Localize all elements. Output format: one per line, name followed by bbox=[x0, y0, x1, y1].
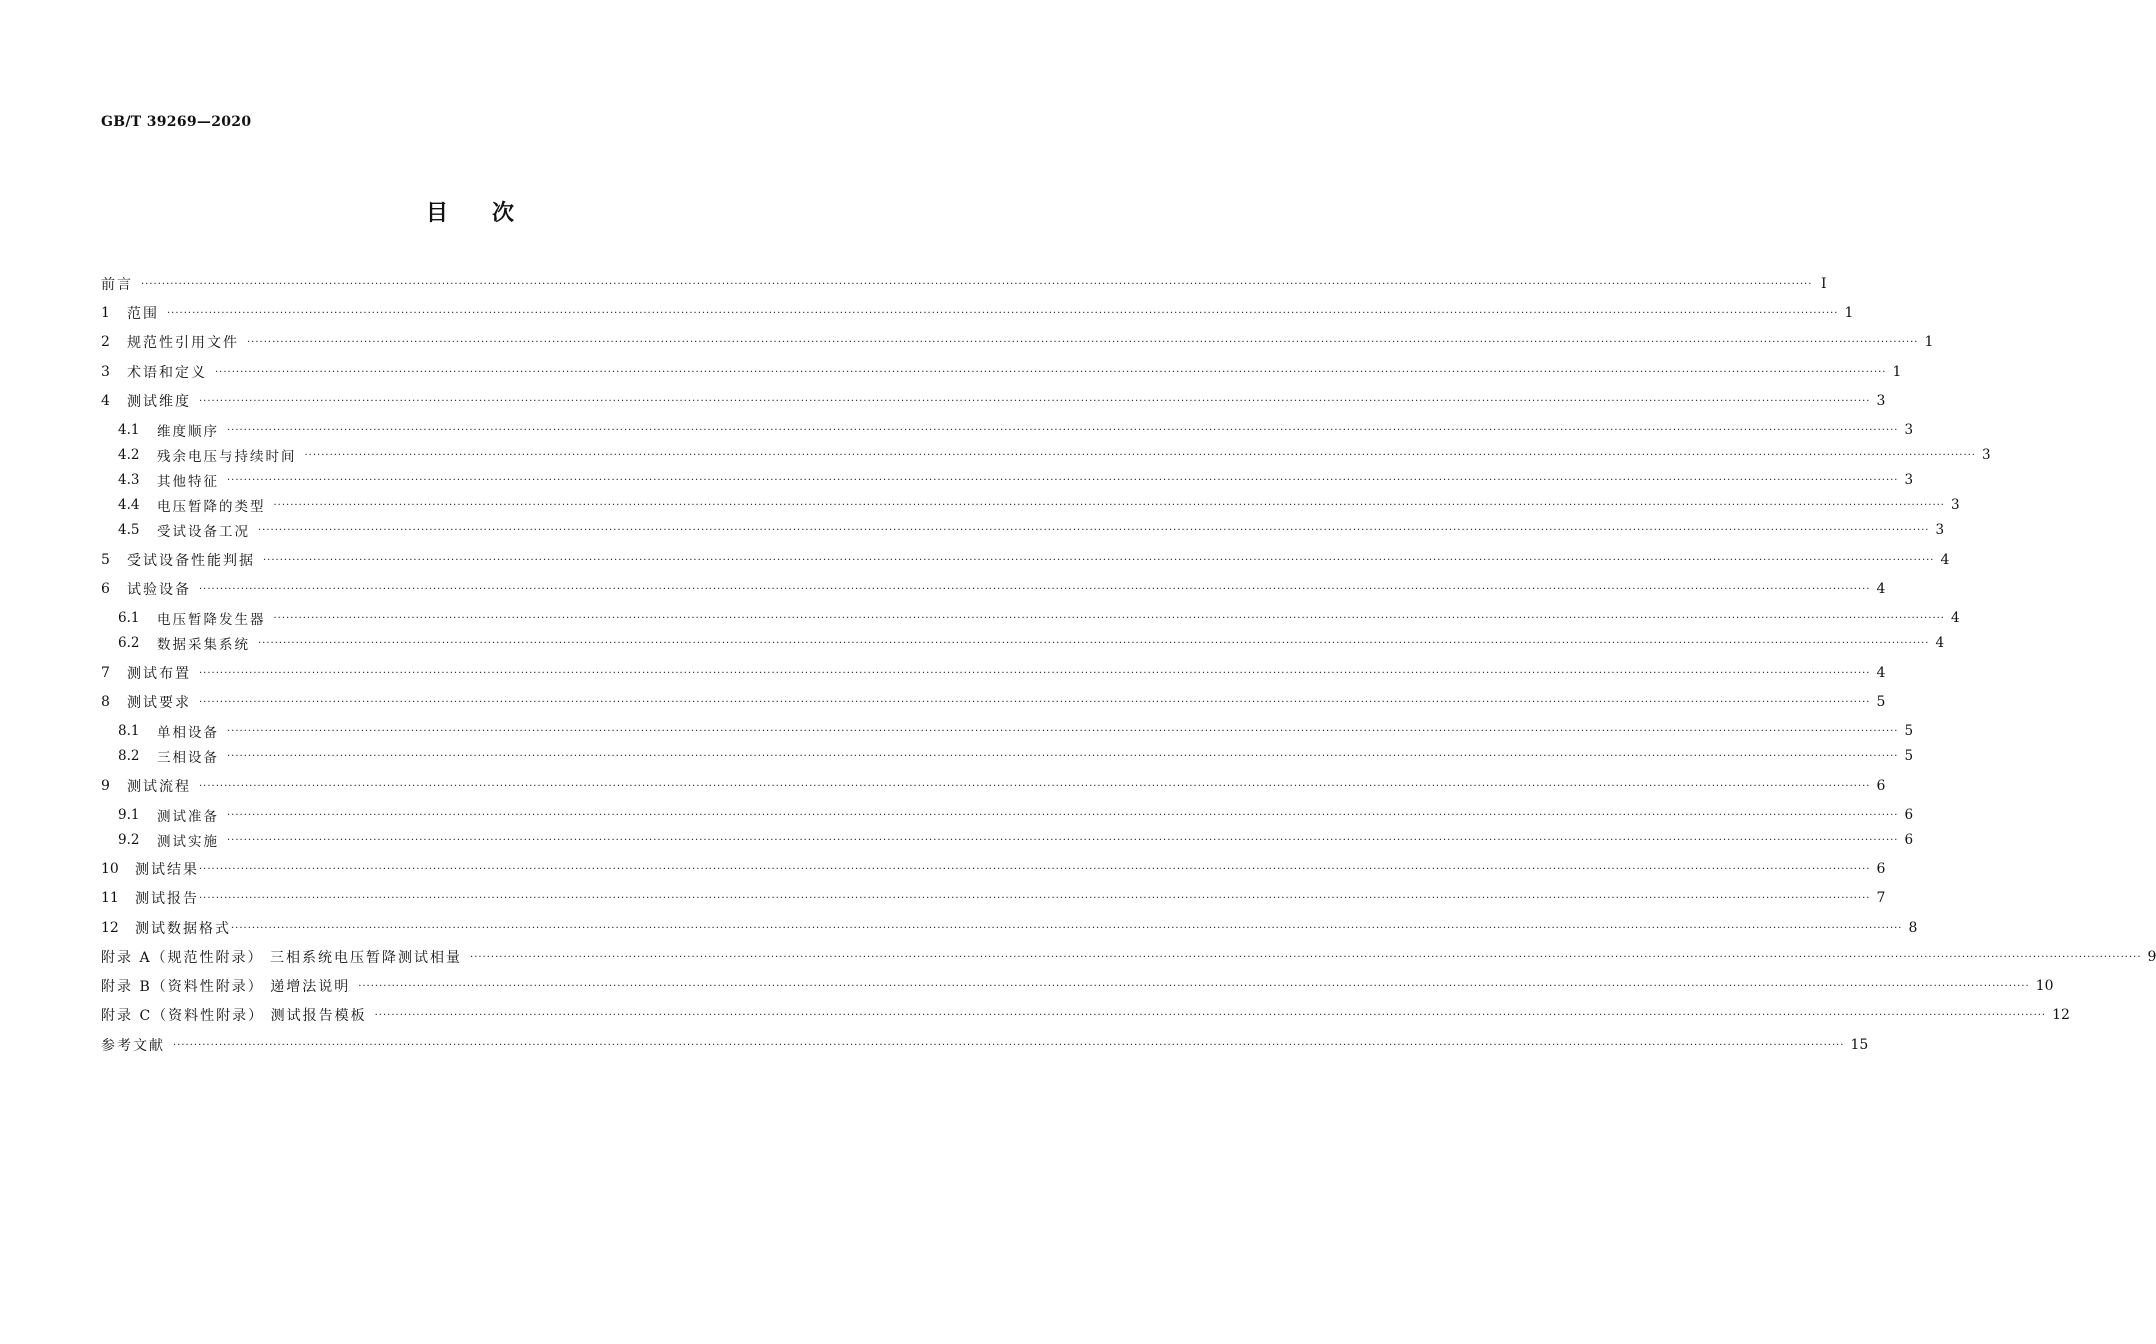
toc-entry-page: 4 bbox=[1876, 665, 1886, 681]
toc-entry[interactable] bbox=[118, 520, 1945, 540]
toc-entry-label: 试验设备 bbox=[127, 582, 191, 598]
dot-leader: ················································································································································································································································································································································································································ bbox=[227, 750, 1899, 762]
toc-entry-label: 术语和定义 bbox=[127, 365, 207, 381]
toc-entry-number: 8 bbox=[101, 694, 110, 710]
toc-entry-label: 单相设备 bbox=[157, 725, 219, 741]
dot-leader: ················································································································································································································································································································································································································ bbox=[258, 524, 1930, 536]
title-char: 次 bbox=[492, 200, 515, 226]
toc-entry[interactable] bbox=[118, 495, 1960, 515]
toc-entry-page: 10 bbox=[2035, 978, 2054, 994]
toc-entry[interactable] bbox=[101, 1005, 2070, 1025]
toc-entry-label: 附录 A（规范性附录） 三相系统电压暂降测试相量 bbox=[101, 950, 463, 966]
toc-entry-label: 规范性引用文件 bbox=[127, 335, 239, 351]
toc-entry-label: 受试设备工况 bbox=[157, 524, 250, 540]
dot-leader: ················································································································································································································································································································································································································ bbox=[247, 336, 1919, 348]
toc-entry-page: 4 bbox=[1935, 635, 1945, 651]
toc-entry-page: 4 bbox=[1940, 552, 1950, 568]
toc-entry-label: 附录 C（资料性附录） 测试报告模板 bbox=[101, 1008, 367, 1024]
dot-leader: ················································································································································································································································································································································································································ bbox=[231, 922, 1903, 934]
dot-leader: ················································································································································································································································································································································································································ bbox=[141, 278, 1813, 290]
toc-entry-label: 前言 bbox=[101, 277, 133, 293]
toc-entry[interactable] bbox=[101, 332, 1934, 352]
toc-entry[interactable] bbox=[101, 859, 1886, 879]
toc-entry-label: 测试数据格式 bbox=[135, 921, 231, 937]
toc-entry-number: 10 bbox=[101, 861, 119, 877]
toc-entry-number: 1 bbox=[101, 305, 110, 321]
toc-entry[interactable] bbox=[118, 746, 1914, 766]
toc-entry-label: 测试报告 bbox=[135, 891, 199, 907]
toc-entry-page: 1 bbox=[1844, 305, 1854, 321]
dot-leader: ················································································································································································································································································································································································································ bbox=[258, 637, 1930, 649]
toc-entry-number: 11 bbox=[101, 890, 119, 906]
toc-entry-number: 6 bbox=[101, 581, 110, 597]
toc-entry-number: 4 bbox=[101, 393, 110, 409]
toc-entry-label: 受试设备性能判据 bbox=[127, 553, 255, 569]
toc-entry[interactable] bbox=[101, 692, 1886, 712]
toc-entry-page: 3 bbox=[1904, 472, 1914, 488]
toc-entry-number: 3 bbox=[101, 364, 110, 380]
toc-entry[interactable] bbox=[101, 918, 1918, 938]
dot-leader: ················································································································································································································································································································································································································ bbox=[470, 951, 2142, 963]
toc-entry-number: 5 bbox=[101, 552, 110, 568]
toc-entry-label: 测试结果 bbox=[135, 862, 199, 878]
toc-entry-label: 测试布置 bbox=[127, 666, 191, 682]
toc-entry-page: 3 bbox=[1904, 422, 1914, 438]
toc-entry[interactable] bbox=[118, 633, 1945, 653]
toc-entry[interactable] bbox=[101, 776, 1886, 796]
toc-entry-number: 6.1 bbox=[118, 610, 140, 626]
toc-entry-page: 1 bbox=[1892, 364, 1902, 380]
toc-entry-number: 2 bbox=[101, 334, 110, 350]
toc-entry[interactable] bbox=[118, 470, 1914, 490]
toc-entry-label: 数据采集系统 bbox=[157, 637, 250, 653]
toc-entry-number: 4.5 bbox=[118, 522, 140, 538]
toc-entry-label: 参考文献 bbox=[101, 1038, 165, 1054]
toc-entry[interactable] bbox=[118, 608, 1960, 628]
dot-leader: ················································································································································································································································································································································································································ bbox=[227, 809, 1899, 821]
toc-entry[interactable] bbox=[118, 721, 1914, 741]
toc-entry[interactable] bbox=[101, 274, 1827, 294]
toc-entry-number: 4.4 bbox=[118, 497, 140, 513]
toc-entry-label: 测试流程 bbox=[127, 779, 191, 795]
toc-entry-page: 6 bbox=[1876, 861, 1886, 877]
toc-entry-number: 9.2 bbox=[118, 832, 140, 848]
toc-entry[interactable] bbox=[118, 420, 1914, 440]
toc-entry-page: 1 bbox=[1924, 334, 1934, 350]
standard-number: GB/T 39269—2020 bbox=[101, 114, 252, 130]
dot-leader: ················································································································································································································································································································································································································ bbox=[199, 395, 1871, 407]
toc-entry[interactable] bbox=[101, 391, 1886, 411]
toc-entry-label: 附录 B（资料性附录） 递增法说明 bbox=[101, 979, 351, 995]
toc-entry-label: 电压暂降发生器 bbox=[157, 612, 266, 628]
page-title bbox=[0, 196, 940, 227]
toc-entry-page: 6 bbox=[1904, 807, 1914, 823]
toc-entry-number: 9.1 bbox=[118, 807, 140, 823]
toc-entry-label: 维度顺序 bbox=[157, 424, 219, 440]
toc-entry-page: 3 bbox=[1876, 393, 1886, 409]
toc-entry-page: 5 bbox=[1904, 748, 1914, 764]
toc-entry[interactable] bbox=[118, 805, 1914, 825]
toc-entry[interactable] bbox=[101, 976, 2054, 996]
dot-leader: ················································································································································································································································································································································································································ bbox=[215, 366, 1887, 378]
toc-entry-label: 测试准备 bbox=[157, 809, 219, 825]
toc-entry[interactable] bbox=[101, 579, 1886, 599]
dot-leader: ················································································································································································································································································································································································································ bbox=[199, 696, 1871, 708]
dot-leader: ················································································································································································································································································································································································································ bbox=[273, 612, 1945, 624]
dot-leader: ················································································································································································································································································································································································································ bbox=[199, 892, 1871, 904]
dot-leader: ················································································································································································································································································································································································································ bbox=[227, 834, 1899, 846]
toc-entry[interactable] bbox=[118, 830, 1914, 850]
toc-entry-number: 9 bbox=[101, 778, 110, 794]
toc-entry[interactable] bbox=[101, 550, 1950, 570]
dot-leader: ················································································································································································································································································································································································································ bbox=[374, 1009, 2047, 1021]
toc-entry-label: 残余电压与持续时间 bbox=[157, 449, 297, 465]
dot-leader: ················································································································································································································································································································································································································ bbox=[304, 449, 1976, 461]
toc-entry[interactable] bbox=[101, 947, 2156, 967]
toc-entry-page: 3 bbox=[1981, 447, 1991, 463]
toc-entry-page: 4 bbox=[1876, 581, 1886, 597]
dot-leader: ················································································································································································································································································································································································································ bbox=[199, 780, 1871, 792]
toc-entry-page: 5 bbox=[1876, 694, 1886, 710]
toc-entry[interactable] bbox=[101, 1035, 1869, 1055]
toc-entry-page: 8 bbox=[1908, 920, 1918, 936]
toc-entry-label: 三相设备 bbox=[157, 750, 219, 766]
toc-entry-label: 测试要求 bbox=[127, 695, 191, 711]
toc-entry-page: 4 bbox=[1950, 610, 1960, 626]
toc-entry-label: 电压暂降的类型 bbox=[157, 499, 266, 515]
toc-entry[interactable] bbox=[101, 303, 1854, 323]
dot-leader: ················································································································································································································································································································································································································ bbox=[227, 474, 1899, 486]
dot-leader: ················································································································································································································································································································································································································ bbox=[167, 307, 1839, 319]
toc-entry-label: 测试实施 bbox=[157, 834, 219, 850]
toc-entry-page: 3 bbox=[1935, 522, 1945, 538]
toc-entry-page: 7 bbox=[1876, 890, 1886, 906]
toc-entry-page: 9 bbox=[2147, 949, 2156, 965]
dot-leader: ················································································································································································································································································································································································································ bbox=[173, 1039, 1845, 1051]
toc-entry-label: 测试维度 bbox=[127, 394, 191, 410]
dot-leader: ················································································································································································································································································································································································································ bbox=[199, 667, 1871, 679]
toc-entry[interactable] bbox=[101, 362, 1902, 382]
toc-entry-number: 4.2 bbox=[118, 447, 140, 463]
dot-leader: ················································································································································································································································································································································································································ bbox=[199, 583, 1871, 595]
toc-entry[interactable] bbox=[101, 888, 1886, 908]
toc-entry-number: 7 bbox=[101, 665, 110, 681]
dot-leader: ················································································································································································································································································································································································································ bbox=[227, 424, 1899, 436]
toc-entry-label: 范围 bbox=[127, 306, 159, 322]
toc-entry-number: 8.2 bbox=[118, 748, 140, 764]
toc-entry-page: 6 bbox=[1876, 778, 1886, 794]
toc-entry-number: 4.3 bbox=[118, 472, 140, 488]
toc-entry-page: Ⅰ bbox=[1820, 276, 1827, 292]
toc-entry-page: 12 bbox=[2052, 1007, 2070, 1023]
dot-leader: ················································································································································································································································································································································································································ bbox=[273, 499, 1945, 511]
toc-entry-number: 8.1 bbox=[118, 723, 140, 739]
toc-entry[interactable] bbox=[101, 663, 1886, 683]
dot-leader: ················································································································································································································································································································································································································ bbox=[358, 980, 2030, 992]
toc-entry-number: 6.2 bbox=[118, 635, 140, 651]
toc-entry-label: 其他特征 bbox=[157, 474, 219, 490]
dot-leader: ················································································································································································································································································································································································································ bbox=[263, 554, 1935, 566]
toc-entry[interactable] bbox=[118, 445, 1991, 465]
dot-leader: ················································································································································································································································································································································································································ bbox=[227, 725, 1899, 737]
toc-entry-page: 15 bbox=[1850, 1037, 1869, 1053]
title-char: 目 bbox=[425, 200, 448, 226]
toc-entry-number: 4.1 bbox=[118, 422, 140, 438]
toc-entry-page: 3 bbox=[1950, 497, 1960, 513]
toc-entry-page: 5 bbox=[1904, 723, 1914, 739]
toc-entry-number: 12 bbox=[101, 920, 119, 936]
dot-leader: ················································································································································································································································································································································································································ bbox=[199, 863, 1871, 875]
toc-entry-page: 6 bbox=[1904, 832, 1914, 848]
